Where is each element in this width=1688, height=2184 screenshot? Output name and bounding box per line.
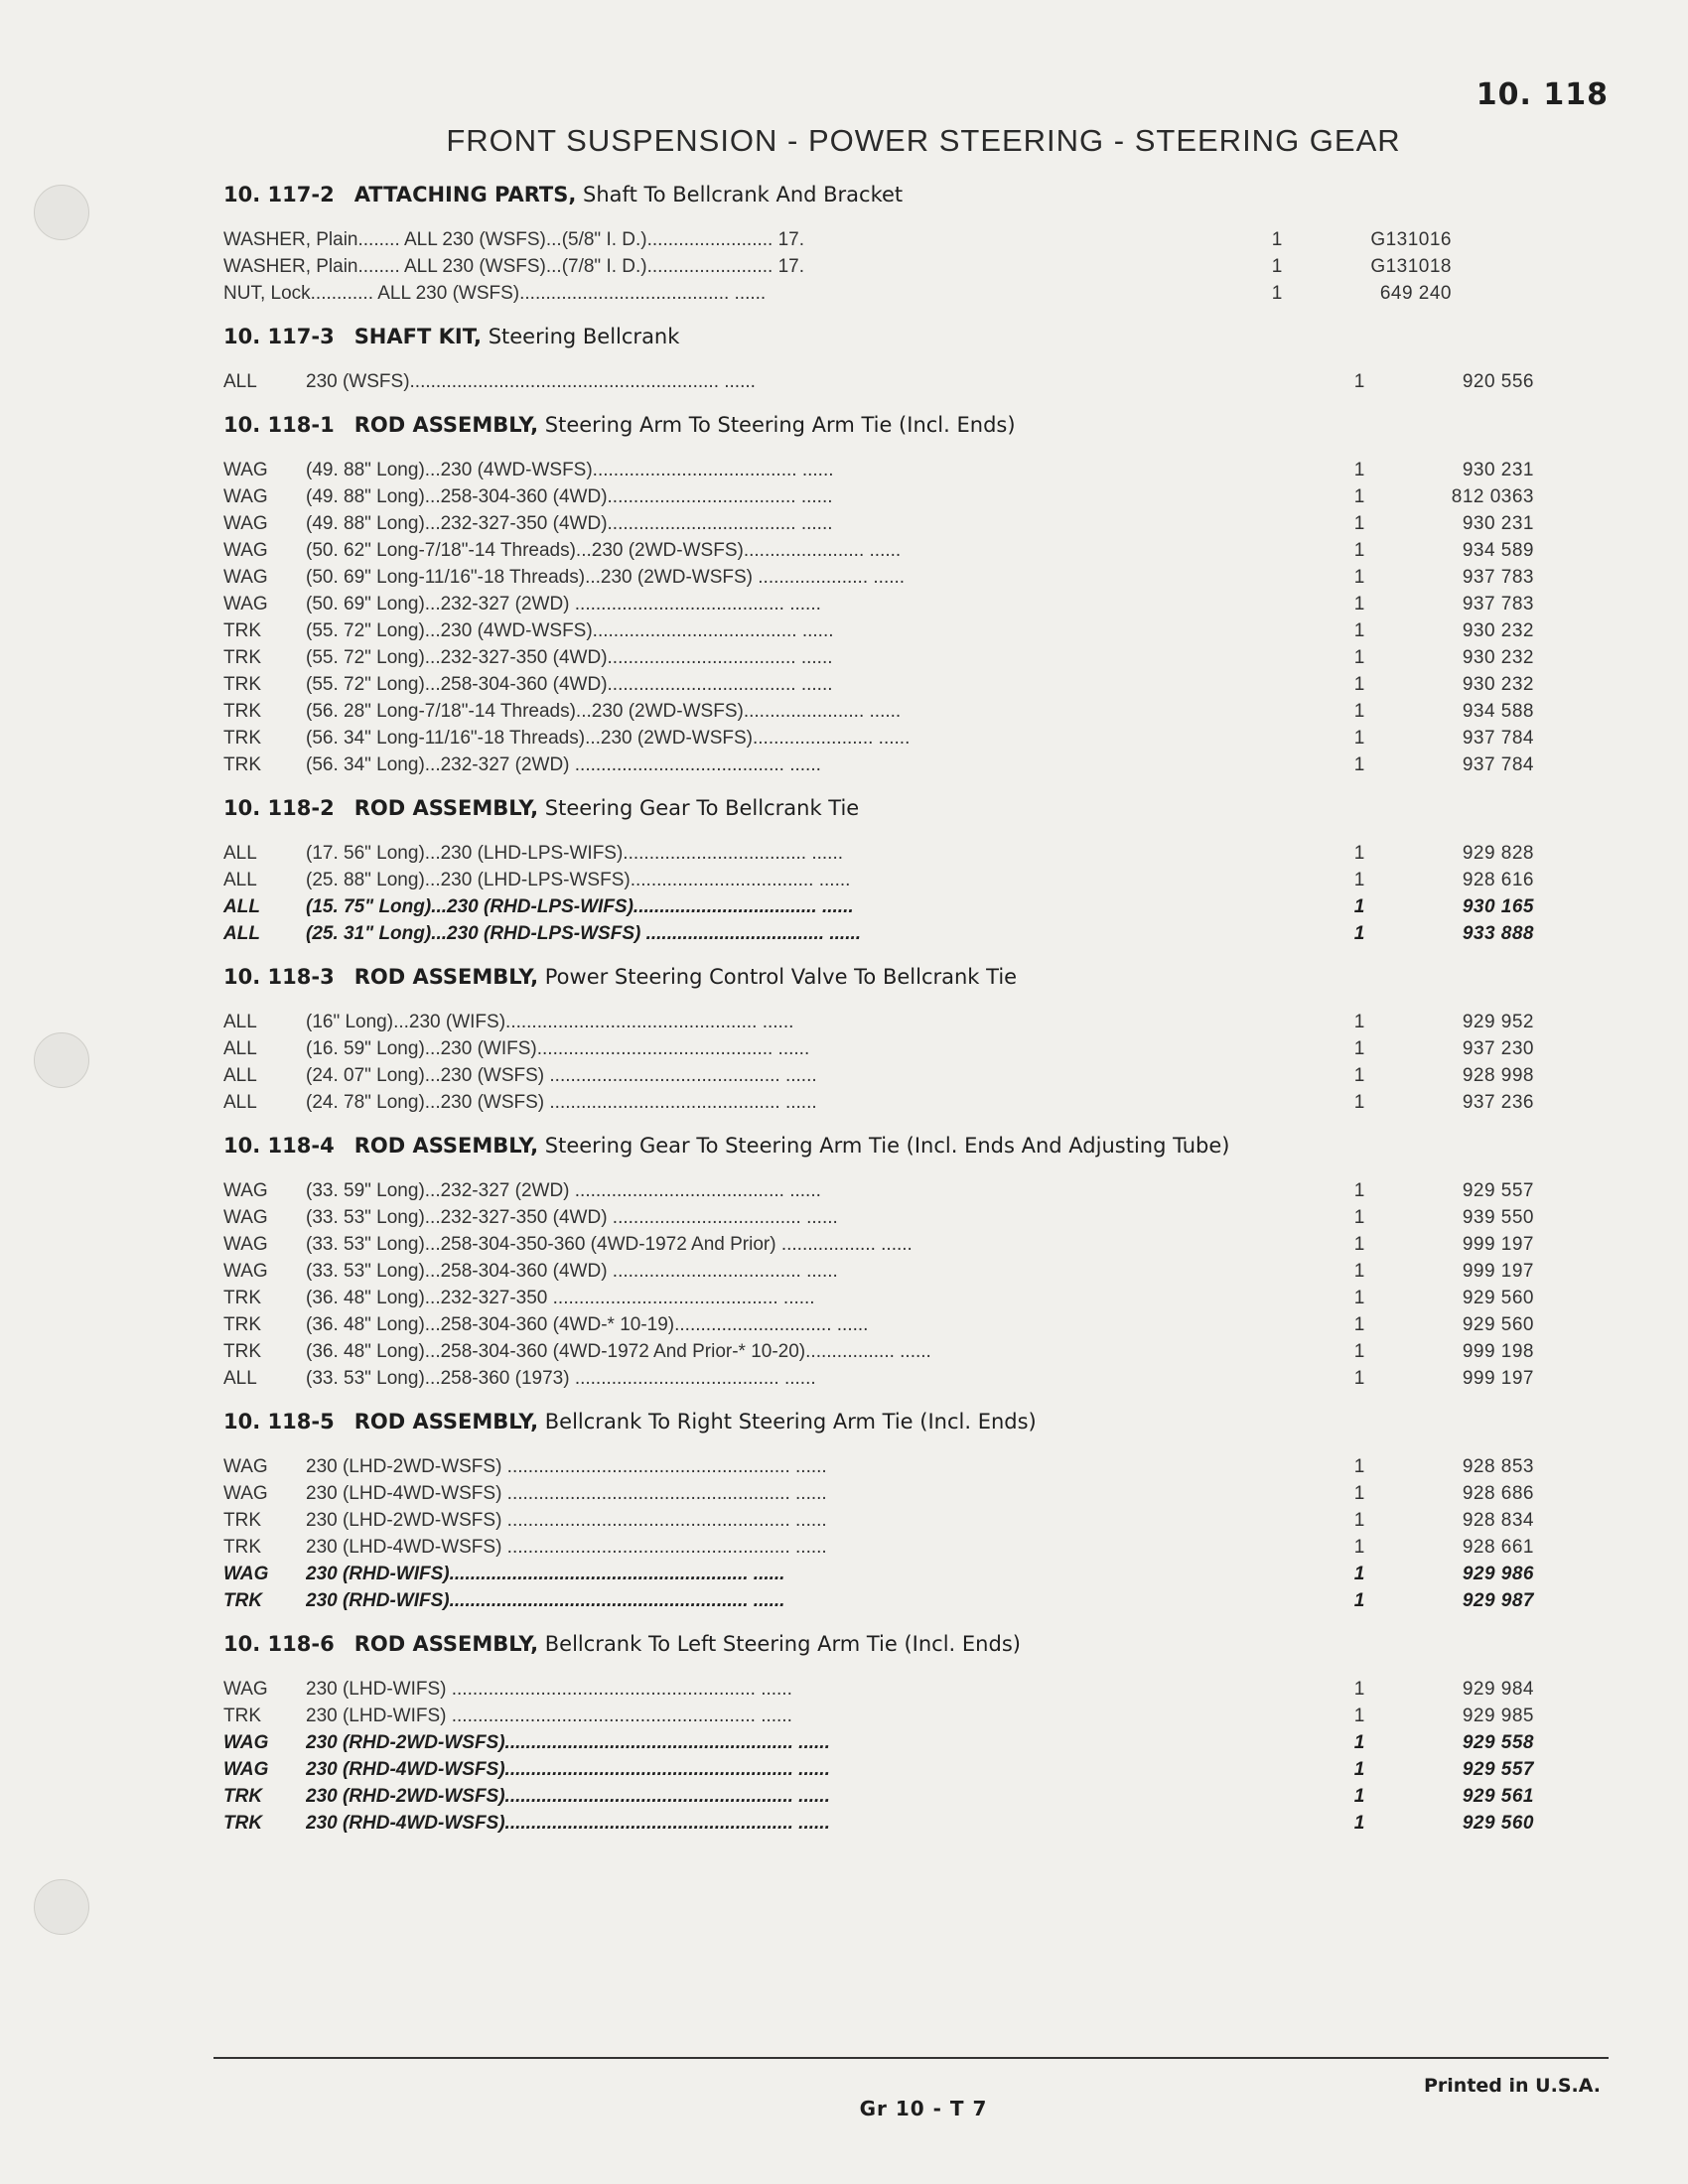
part-quantity: 1	[1353, 594, 1365, 614]
part-row	[223, 1729, 1544, 1756]
section-code: 10. 118-2	[223, 796, 335, 820]
part-description: 230 (LHD-4WD-WSFS) ...................................................... ......	[306, 1483, 827, 1504]
part-model: ALL	[223, 870, 257, 890]
part-quantity: 1	[1353, 1368, 1365, 1389]
part-model: WAG	[223, 1732, 269, 1753]
part-row	[223, 840, 1544, 867]
part-number: 929 985	[1462, 1706, 1534, 1726]
part-description: 230 (WSFS)........................................................... ......	[306, 371, 756, 392]
section-kind: ROD ASSEMBLY,	[353, 1134, 539, 1158]
part-row	[223, 1480, 1544, 1507]
part-row	[223, 253, 1544, 280]
section-code: 10. 118-5	[223, 1410, 335, 1433]
part-number: 920 556	[1462, 371, 1534, 392]
part-model: TRK	[223, 1510, 261, 1531]
part-row	[223, 1365, 1544, 1392]
part-model: ALL	[223, 1368, 257, 1389]
part-model: WAG	[223, 1180, 268, 1201]
part-description: (16. 59" Long)...230 (WIFS)............................................. ......	[306, 1038, 810, 1059]
part-model: TRK	[223, 754, 261, 775]
part-description: (33. 53" Long)...258-360 (1973) ....................................... ......	[306, 1368, 816, 1389]
part-row	[223, 368, 1544, 395]
section-title	[223, 183, 1544, 206]
part-description: (33. 59" Long)...232-327 (2WD) ........................................ ......	[306, 1180, 821, 1201]
part-description: (16" Long)...230 (WIFS)................................................ ......	[306, 1012, 794, 1032]
part-model: WAG	[223, 1261, 268, 1282]
part-description: 230 (RHD-4WD-WSFS)....................................................... ......	[306, 1813, 830, 1834]
part-row	[223, 1035, 1544, 1062]
part-description: (36. 48" Long)...258-304-360 (4WD-* 10-19).............................. ......	[306, 1314, 869, 1335]
section-title	[223, 1632, 1544, 1656]
section-kind: ROD ASSEMBLY,	[353, 796, 539, 820]
part-number: 937 236	[1462, 1092, 1534, 1113]
part-model: TRK	[223, 1341, 261, 1362]
part-row	[223, 893, 1544, 920]
part-quantity: 1	[1353, 674, 1365, 695]
part-number: 929 560	[1462, 1813, 1534, 1834]
part-number: 649 240	[1379, 283, 1452, 304]
part-row	[223, 920, 1544, 947]
parts-list	[223, 183, 1544, 1854]
part-description: 230 (LHD-WIFS) .......................................................... ......	[306, 1706, 792, 1726]
section-kind: ROD ASSEMBLY,	[353, 1410, 539, 1433]
part-model: WAG	[223, 567, 268, 588]
part-row	[223, 1204, 1544, 1231]
part-description: 230 (RHD-4WD-WSFS)....................................................... ......	[306, 1759, 830, 1780]
part-quantity: 1	[1353, 1341, 1365, 1362]
part-number: 812 0363	[1451, 486, 1534, 507]
part-model: WAG	[223, 513, 268, 534]
part-quantity: 1	[1353, 870, 1365, 890]
part-quantity: 1	[1353, 620, 1365, 641]
part-model: TRK	[223, 1786, 263, 1807]
section-kind: SHAFT KIT,	[353, 325, 483, 348]
part-quantity: 1	[1353, 460, 1365, 480]
part-quantity: 1	[1353, 1065, 1365, 1086]
part-model: TRK	[223, 1288, 261, 1308]
part-row	[223, 1453, 1544, 1480]
part-model: WAG	[223, 460, 268, 480]
part-number: 929 984	[1462, 1679, 1534, 1700]
part-row	[223, 1177, 1544, 1204]
part-description: (55. 72" Long)...232-327-350 (4WD).................................... ......	[306, 647, 833, 668]
part-model: WAG	[223, 1234, 268, 1255]
part-description: (15. 75" Long)...230 (RHD-LPS-WIFS)................................... ......	[306, 896, 854, 917]
part-quantity: 1	[1353, 1813, 1365, 1834]
part-quantity: 1	[1353, 540, 1365, 561]
part-row	[223, 1009, 1544, 1035]
section-title	[223, 1410, 1544, 1433]
part-quantity: 1	[1271, 229, 1283, 250]
part-number: 930 231	[1462, 460, 1534, 480]
part-quantity: 1	[1353, 1180, 1365, 1201]
part-number: 999 197	[1462, 1261, 1534, 1282]
part-description: (56. 28" Long-7/18"-14 Threads)...230 (2WD-WSFS)....................... ......	[306, 701, 902, 722]
group-reference: Gr 10 - T 7	[859, 2097, 988, 2120]
part-description: (25. 88" Long)...230 (LHD-LPS-WSFS)................................... ......	[306, 870, 851, 890]
part-quantity: 1	[1353, 728, 1365, 749]
part-row	[223, 617, 1544, 644]
part-model: TRK	[223, 1590, 263, 1611]
section-title	[223, 965, 1544, 989]
part-row	[223, 1507, 1544, 1534]
part-description: NUT, Lock............ ALL 230 (WSFS)........................................ ......	[223, 283, 767, 304]
part-description: 230 (LHD-4WD-WSFS) ...................................................... ......	[306, 1537, 827, 1558]
part-number: 934 588	[1462, 701, 1534, 722]
part-number: 937 784	[1462, 754, 1534, 775]
part-number: 929 561	[1462, 1786, 1534, 1807]
printed-note: Printed in U.S.A.	[1424, 2075, 1601, 2097]
part-quantity: 1	[1353, 1288, 1365, 1308]
part-quantity: 1	[1353, 1207, 1365, 1228]
part-row	[223, 1756, 1544, 1783]
part-number: 930 232	[1462, 674, 1534, 695]
section-code: 10. 118-4	[223, 1134, 335, 1158]
part-quantity: 1	[1353, 754, 1365, 775]
part-row	[223, 1703, 1544, 1729]
part-row	[223, 1258, 1544, 1285]
part-description: (33. 53" Long)...258-304-350-360 (4WD-1972 And Prior) .................. ......	[306, 1234, 913, 1255]
part-quantity: 1	[1353, 896, 1365, 917]
part-model: TRK	[223, 647, 261, 668]
part-quantity: 1	[1353, 843, 1365, 864]
part-quantity: 1	[1353, 1261, 1365, 1282]
part-number: G131018	[1370, 256, 1452, 277]
part-number: 928 686	[1462, 1483, 1534, 1504]
part-number: 937 783	[1462, 567, 1534, 588]
part-number: 929 828	[1462, 843, 1534, 864]
part-number: 937 783	[1462, 594, 1534, 614]
part-quantity: 1	[1353, 923, 1365, 944]
part-number: 930 231	[1462, 513, 1534, 534]
section-subtitle: Bellcrank To Left Steering Arm Tie (Incl. Ends)	[544, 1632, 1021, 1656]
part-description: (50. 69" Long-11/16"-18 Threads)...230 (2WD-WSFS) ..................... ......	[306, 567, 906, 588]
section-code: 10. 117-2	[223, 183, 335, 206]
page-header: FRONT SUSPENSION - POWER STEERING - STEERING GEAR	[446, 123, 1401, 158]
part-quantity: 1	[1353, 1483, 1365, 1504]
part-description: (49. 88" Long)...230 (4WD-WSFS)....................................... ......	[306, 460, 834, 480]
section-title	[223, 325, 1544, 348]
part-row	[223, 457, 1544, 483]
part-row	[223, 1561, 1544, 1587]
part-description: (55. 72" Long)...258-304-360 (4WD).................................... ......	[306, 674, 833, 695]
part-number: 929 560	[1462, 1314, 1534, 1335]
section	[223, 413, 1544, 778]
part-description: (25. 31" Long)...230 (RHD-LPS-WSFS) .................................. ......	[306, 923, 862, 944]
part-row	[223, 671, 1544, 698]
part-description: (49. 88" Long)...258-304-360 (4WD).................................... ......	[306, 486, 833, 507]
part-number: 999 198	[1462, 1341, 1534, 1362]
part-number: 928 998	[1462, 1065, 1534, 1086]
part-model: ALL	[223, 371, 257, 392]
section	[223, 965, 1544, 1116]
part-model: WAG	[223, 1759, 269, 1780]
part-number: 929 560	[1462, 1288, 1534, 1308]
part-model: ALL	[223, 1012, 257, 1032]
part-row	[223, 725, 1544, 751]
part-description: (50. 69" Long)...232-327 (2WD) ........................................ ......	[306, 594, 821, 614]
part-quantity: 1	[1353, 486, 1365, 507]
part-description: 230 (LHD-WIFS) .......................................................... ......	[306, 1679, 792, 1700]
section-subtitle: Steering Gear To Steering Arm Tie (Incl. Ends And Adjusting Tube)	[544, 1134, 1230, 1158]
section	[223, 325, 1544, 395]
part-row	[223, 1810, 1544, 1837]
part-model: TRK	[223, 1314, 261, 1335]
part-number: 929 952	[1462, 1012, 1534, 1032]
part-row	[223, 1783, 1544, 1810]
part-number: 929 557	[1462, 1180, 1534, 1201]
footer-rule	[213, 2057, 1609, 2059]
part-number: 999 197	[1462, 1368, 1534, 1389]
part-description: 230 (RHD-2WD-WSFS)....................................................... ......	[306, 1732, 830, 1753]
part-description: WASHER, Plain........ ALL 230 (WSFS)...(7/8" I. D.)........................ 17.	[223, 256, 805, 277]
punch-hole-top	[34, 185, 89, 240]
part-row	[223, 1231, 1544, 1258]
part-quantity: 1	[1353, 1679, 1365, 1700]
section-subtitle: Power Steering Control Valve To Bellcrank Tie	[544, 965, 1018, 989]
part-number: 928 853	[1462, 1456, 1534, 1477]
section-subtitle: Steering Gear To Bellcrank Tie	[544, 796, 860, 820]
part-description: (56. 34" Long)...232-327 (2WD) ........................................ ......	[306, 754, 821, 775]
part-model: WAG	[223, 1564, 269, 1584]
part-quantity: 1	[1353, 513, 1365, 534]
section	[223, 1134, 1544, 1392]
part-model: TRK	[223, 620, 261, 641]
part-row	[223, 537, 1544, 564]
section-subtitle: Steering Bellcrank	[488, 325, 680, 348]
part-model: ALL	[223, 896, 260, 917]
part-row	[223, 1534, 1544, 1561]
part-row	[223, 751, 1544, 778]
part-model: WAG	[223, 594, 268, 614]
part-row	[223, 698, 1544, 725]
part-number: 939 550	[1462, 1207, 1534, 1228]
part-model: ALL	[223, 1092, 257, 1113]
part-description: (55. 72" Long)...230 (4WD-WSFS)....................................... ......	[306, 620, 834, 641]
part-row	[223, 1311, 1544, 1338]
part-model: WAG	[223, 1483, 268, 1504]
part-model: WAG	[223, 486, 268, 507]
part-model: TRK	[223, 674, 261, 695]
part-quantity: 1	[1353, 1456, 1365, 1477]
part-description: 230 (LHD-2WD-WSFS) ...................................................... ......	[306, 1456, 827, 1477]
punch-hole-middle	[34, 1032, 89, 1088]
part-quantity: 1	[1353, 1759, 1365, 1780]
part-model: ALL	[223, 923, 260, 944]
part-row	[223, 564, 1544, 591]
section-title	[223, 413, 1544, 437]
section-title	[223, 1134, 1544, 1158]
punch-hole-bottom	[34, 1879, 89, 1935]
part-quantity: 1	[1353, 1092, 1365, 1113]
part-model: TRK	[223, 1813, 263, 1834]
part-number: 929 557	[1462, 1759, 1534, 1780]
part-model: ALL	[223, 843, 257, 864]
part-model: WAG	[223, 1456, 268, 1477]
part-quantity: 1	[1353, 567, 1365, 588]
section-code: 10. 118-3	[223, 965, 335, 989]
part-number: 929 986	[1462, 1564, 1534, 1584]
section	[223, 1410, 1544, 1614]
part-number: 930 165	[1462, 896, 1534, 917]
part-model: ALL	[223, 1065, 257, 1086]
part-number: 928 661	[1462, 1537, 1534, 1558]
part-description: (17. 56" Long)...230 (LHD-LPS-WIFS)................................... ......	[306, 843, 844, 864]
part-quantity: 1	[1353, 1510, 1365, 1531]
part-model: ALL	[223, 1038, 257, 1059]
part-number: 929 558	[1462, 1732, 1534, 1753]
part-description: 230 (RHD-2WD-WSFS)....................................................... ......	[306, 1786, 830, 1807]
part-description: 230 (LHD-2WD-WSFS) ...................................................... ......	[306, 1510, 827, 1531]
part-row	[223, 1587, 1544, 1614]
section-kind: ROD ASSEMBLY,	[353, 1632, 539, 1656]
part-row	[223, 226, 1544, 253]
part-row	[223, 1285, 1544, 1311]
part-number: 933 888	[1462, 923, 1534, 944]
part-number: 937 230	[1462, 1038, 1534, 1059]
part-quantity: 1	[1353, 1314, 1365, 1335]
part-number: 930 232	[1462, 620, 1534, 641]
part-quantity: 1	[1353, 1732, 1365, 1753]
part-quantity: 1	[1271, 283, 1283, 304]
part-row	[223, 644, 1544, 671]
section-kind: ATTACHING PARTS,	[353, 183, 577, 206]
part-model: WAG	[223, 540, 268, 561]
section-code: 10. 118-6	[223, 1632, 335, 1656]
part-row	[223, 867, 1544, 893]
part-description: WASHER, Plain........ ALL 230 (WSFS)...(5/8" I. D.)........................ 17.	[223, 229, 805, 250]
section-kind: ROD ASSEMBLY,	[353, 413, 539, 437]
section-subtitle: Bellcrank To Right Steering Arm Tie (Incl. Ends)	[544, 1410, 1037, 1433]
section-kind: ROD ASSEMBLY,	[353, 965, 539, 989]
part-row	[223, 1676, 1544, 1703]
part-quantity: 1	[1353, 1706, 1365, 1726]
part-number: G131016	[1370, 229, 1452, 250]
part-quantity: 1	[1353, 1038, 1365, 1059]
section	[223, 796, 1544, 947]
part-row	[223, 1338, 1544, 1365]
part-quantity: 1	[1353, 1537, 1365, 1558]
section	[223, 1632, 1544, 1837]
section-title	[223, 796, 1544, 820]
part-model: WAG	[223, 1679, 268, 1700]
part-number: 937 784	[1462, 728, 1534, 749]
part-description: 230 (RHD-WIFS)......................................................... ......	[306, 1590, 785, 1611]
part-row	[223, 591, 1544, 617]
part-row	[223, 1089, 1544, 1116]
section	[223, 183, 1544, 307]
part-description: (56. 34" Long-11/16"-18 Threads)...230 (2WD-WSFS)....................... ......	[306, 728, 911, 749]
part-description: (33. 53" Long)...258-304-360 (4WD) .................................... ......	[306, 1261, 838, 1282]
part-quantity: 1	[1353, 647, 1365, 668]
page-number: 10. 118	[1476, 77, 1609, 112]
part-model: TRK	[223, 1537, 261, 1558]
part-quantity: 1	[1353, 1234, 1365, 1255]
part-description: (36. 48" Long)...258-304-360 (4WD-1972 And Prior-* 10-20)................. ......	[306, 1341, 931, 1362]
section-code: 10. 117-3	[223, 325, 335, 348]
part-description: 230 (RHD-WIFS)......................................................... ......	[306, 1564, 785, 1584]
part-number: 934 589	[1462, 540, 1534, 561]
part-model: TRK	[223, 701, 261, 722]
part-number: 928 616	[1462, 870, 1534, 890]
part-quantity: 1	[1353, 1590, 1365, 1611]
part-row	[223, 1062, 1544, 1089]
part-number: 999 197	[1462, 1234, 1534, 1255]
part-number: 928 834	[1462, 1510, 1534, 1531]
section-subtitle: Steering Arm To Steering Arm Tie (Incl. Ends)	[544, 413, 1016, 437]
part-model: TRK	[223, 1706, 261, 1726]
part-quantity: 1	[1353, 371, 1365, 392]
part-model: WAG	[223, 1207, 268, 1228]
part-description: (49. 88" Long)...232-327-350 (4WD).................................... ......	[306, 513, 833, 534]
part-model: TRK	[223, 728, 261, 749]
part-description: (24. 07" Long)...230 (WSFS) ............................................ ......	[306, 1065, 817, 1086]
part-row	[223, 483, 1544, 510]
part-number: 930 232	[1462, 647, 1534, 668]
part-quantity: 1	[1353, 1012, 1365, 1032]
part-row	[223, 510, 1544, 537]
part-description: (24. 78" Long)...230 (WSFS) ............................................ ......	[306, 1092, 817, 1113]
part-quantity: 1	[1353, 701, 1365, 722]
part-description: (33. 53" Long)...232-327-350 (4WD) .................................... ......	[306, 1207, 838, 1228]
part-number: 929 987	[1462, 1590, 1534, 1611]
section-code: 10. 118-1	[223, 413, 335, 437]
part-quantity: 1	[1353, 1564, 1365, 1584]
part-row	[223, 280, 1544, 307]
part-description: (50. 62" Long-7/18"-14 Threads)...230 (2WD-WSFS)....................... ......	[306, 540, 902, 561]
part-quantity: 1	[1353, 1786, 1365, 1807]
part-quantity: 1	[1271, 256, 1283, 277]
section-subtitle: Shaft To Bellcrank And Bracket	[583, 183, 904, 206]
part-description: (36. 48" Long)...232-327-350 ........................................... ......	[306, 1288, 815, 1308]
